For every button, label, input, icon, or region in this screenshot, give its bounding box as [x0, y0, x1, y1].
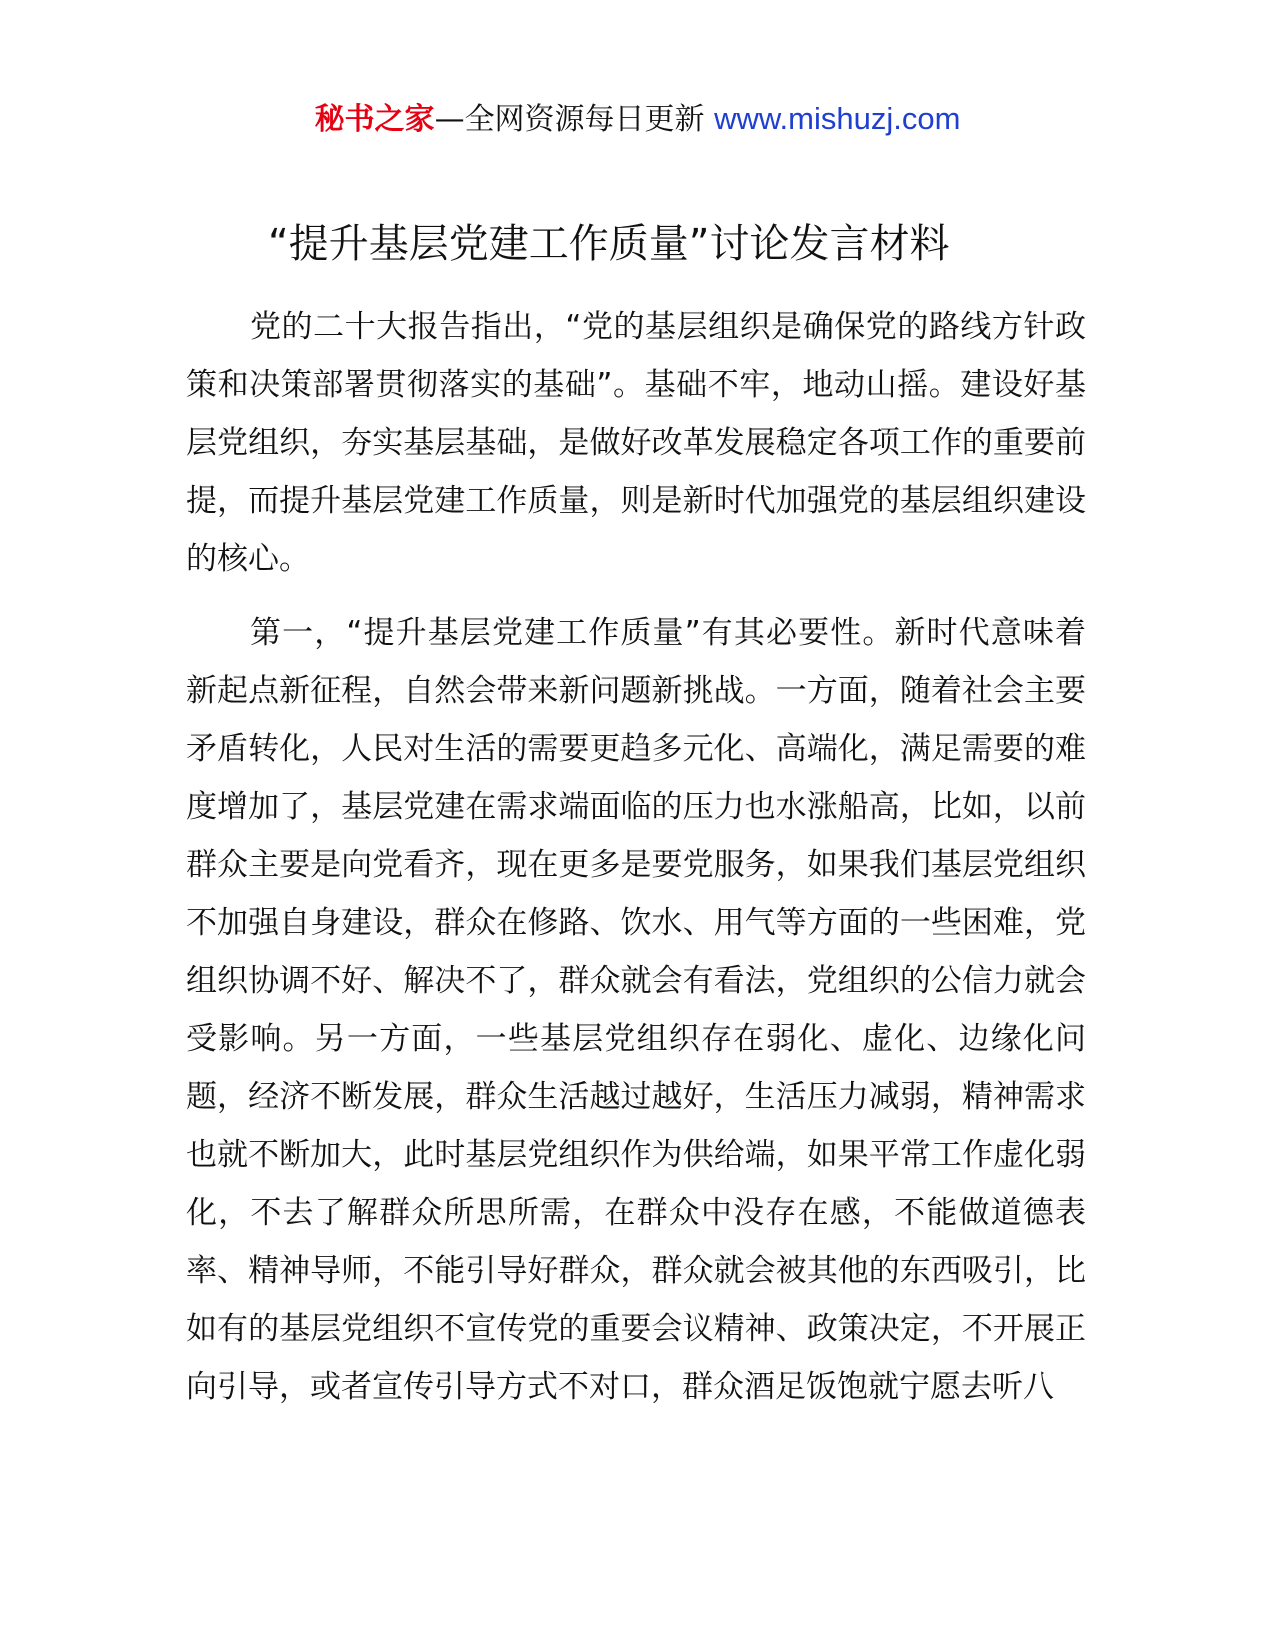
- document-header: [0, 96, 1275, 143]
- paragraph-intro: 党的二十大报告指出，“党的基层组织是确保党的路线方针政策和决策部署贯彻落实的基础”。基础不牢，地动山摇。建设好基层党组织，夯实基层基础，是做好改革发展稳定各项工作的重要前提，而提升基层党建工作质量，则是新时代加强党的基层组织建设的核心。: [186, 309, 1086, 577]
- site-url: www.mishuzj.com: [714, 101, 961, 136]
- header-tagline: —全网资源每日更新: [434, 102, 705, 137]
- brand-name: 秘书之家: [314, 102, 435, 137]
- document-title: “提升基层党建工作质量”讨论发言材料: [268, 221, 950, 267]
- document-body: [186, 298, 1086, 1416]
- paragraph-first-point: 第一，“提升基层党建工作质量”有其必要性。新时代意味着新起点新征程，自然会带来新问题新挑战。一方面，随着社会主要矛盾转化，人民对生活的需要更趋多元化、高端化，满足需要的难度增加了，基层党建在需求端面临的压力也水涨船高，比如，以前群众主要是向党看齐，现在更多是要党服务，如果我们基层党组织不加强自身建设，群众在修路、饮水、用气等方面的一些困难，党组织协调不好、解决不了，群众就会有看法，党组织的公信力就会受影响。另一方面，一些基层党组织存在弱化、虚化、边缘化问题，经济不断发展，群众生活越过越好，生活压力减弱，精神需求也就不断加大，此时基层党组织作为供给端，如果平常工作虚化弱化，不去了解群众所思所需，在群众中没存在感，不能做道德表率、精神导师，不能引导好群众，群众就会被其他的东西吸引，比如有的基层党组织不宣传党的重要会议精神、政策决定，不开展正向引导，或者宣传引导方式不对口，群众酒足饭饱就宁愿去听八: [186, 615, 1086, 1405]
